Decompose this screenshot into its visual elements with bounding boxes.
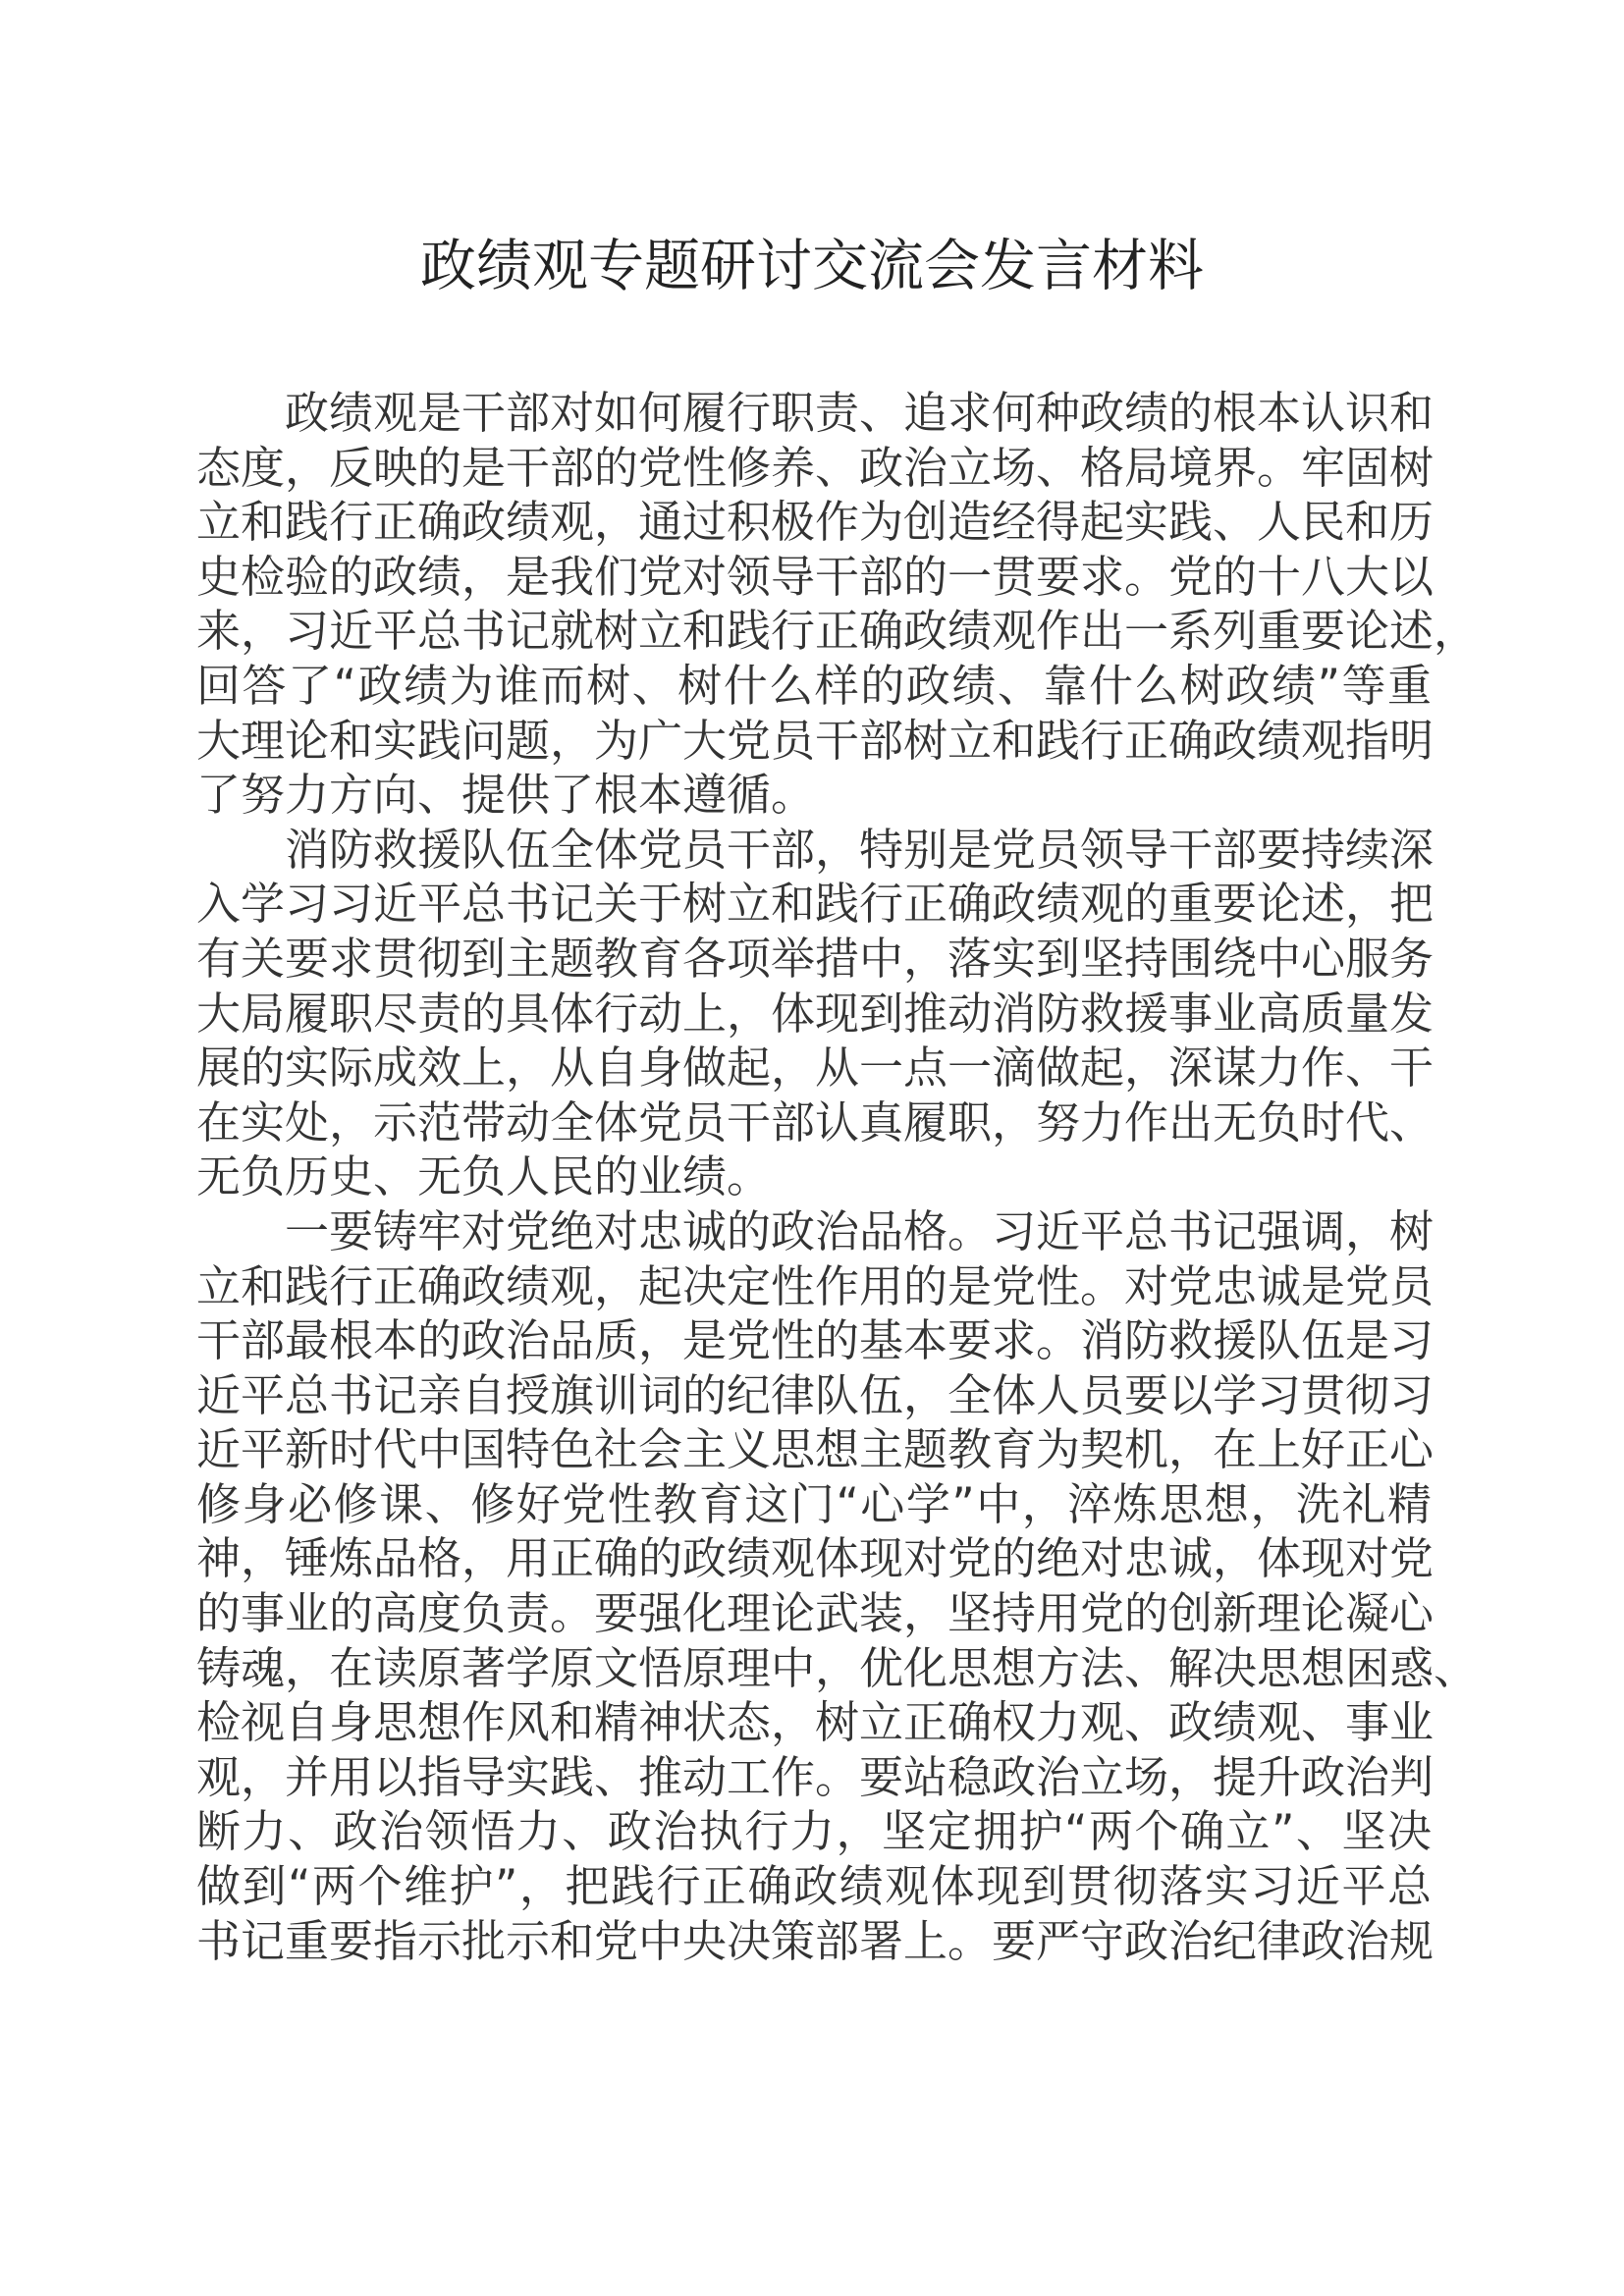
text-line: 铸魂，在读原著学原文悟原理中，优化思想方法、解决思想困惑、 [196, 1641, 1479, 1694]
paragraph-1 [196, 386, 1479, 823]
text-line: 有关要求贯彻到主题教育各项举措中，落实到坚持围绕中心服务 [196, 932, 1435, 985]
text-line: 消防救援队伍全体党员干部，特别是党员领导干部要持续深 [285, 823, 1435, 876]
text-line: 修身必修课、修好党性教育这门“心学”中，淬炼思想，洗礼精 [196, 1477, 1432, 1530]
text-line: 近平总书记亲自授旗训词的纪律队伍，全体人员要以学习贯彻习 [196, 1368, 1435, 1421]
text-line: 史检验的政绩，是我们党对领导干部的一贯要求。党的十八大以 [196, 550, 1435, 603]
text-line: 做到“两个维护”，把践行正确政绩观体现到贯彻落实习近平总 [196, 1860, 1432, 1913]
text-line: 无负历史、无负人民的业绩。 [196, 1150, 772, 1203]
text-line: 态度，反映的是干部的党性修养、政治立场、格局境界。牢固树 [196, 441, 1435, 494]
text-line: 来，习近平总书记就树立和践行正确政绩观作出一系列重要论述， [196, 605, 1479, 658]
text-line: 断力、政治领悟力、政治执行力，坚定拥护“两个确立”、坚决 [196, 1805, 1432, 1858]
document-body [196, 386, 1479, 1968]
text-line: 书记重要指示批示和党中央决策部署上。要严守政治纪律政治规 [196, 1914, 1435, 1967]
text-line: 观，并用以指导实践、推动工作。要站稳政治立场，提升政治判 [196, 1750, 1435, 1803]
paragraph-2 [196, 823, 1435, 1204]
text-line: 的事业的高度负责。要强化理论武装，坚持用党的创新理论凝心 [196, 1587, 1435, 1640]
text-line: 检视自身思想作风和精神状态，树立正确权力观、政绩观、事业 [196, 1696, 1435, 1749]
paragraph-3 [196, 1204, 1479, 1968]
text-line: 回答了“政绩为谁而树、树什么样的政绩、靠什么树政绩”等重 [196, 659, 1432, 712]
text-line: 了努力方向、提供了根本遵循。 [196, 769, 816, 822]
text-line: 立和践行正确政绩观，起决定性作用的是党性。对党忠诚是党员 [196, 1259, 1435, 1312]
text-line: 立和践行正确政绩观，通过积极作为创造经得起实践、人民和历 [196, 496, 1435, 549]
text-line: 一要铸牢对党绝对忠诚的政治品格。习近平总书记强调，树 [285, 1204, 1435, 1257]
text-line: 干部最根本的政治品质，是党性的基本要求。消防救援队伍是习 [196, 1314, 1435, 1367]
text-line: 在实处，示范带动全体党员干部认真履职，努力作出无负时代、 [196, 1095, 1435, 1148]
text-line: 政绩观是干部对如何履行职责、追求何种政绩的根本认识和 [285, 387, 1435, 439]
document-title: 政绩观专题研讨交流会发言材料 [420, 234, 1204, 298]
text-line: 大理论和实践问题，为广大党员干部树立和践行正确政绩观指明 [196, 714, 1435, 767]
text-line: 神，锤炼品格，用正确的政绩观体现对党的绝对忠诚，体现对党 [196, 1532, 1435, 1585]
text-line: 展的实际成效上，从自身做起，从一点一滴做起，深谋力作、干 [196, 1041, 1435, 1095]
text-line: 入学习习近平总书记关于树立和践行正确政绩观的重要论述，把 [196, 878, 1435, 931]
text-line: 大局履职尽责的具体行动上，体现到推动消防救援事业高质量发 [196, 987, 1435, 1040]
text-line: 近平新时代中国特色社会主义思想主题教育为契机，在上好正心 [196, 1423, 1435, 1476]
